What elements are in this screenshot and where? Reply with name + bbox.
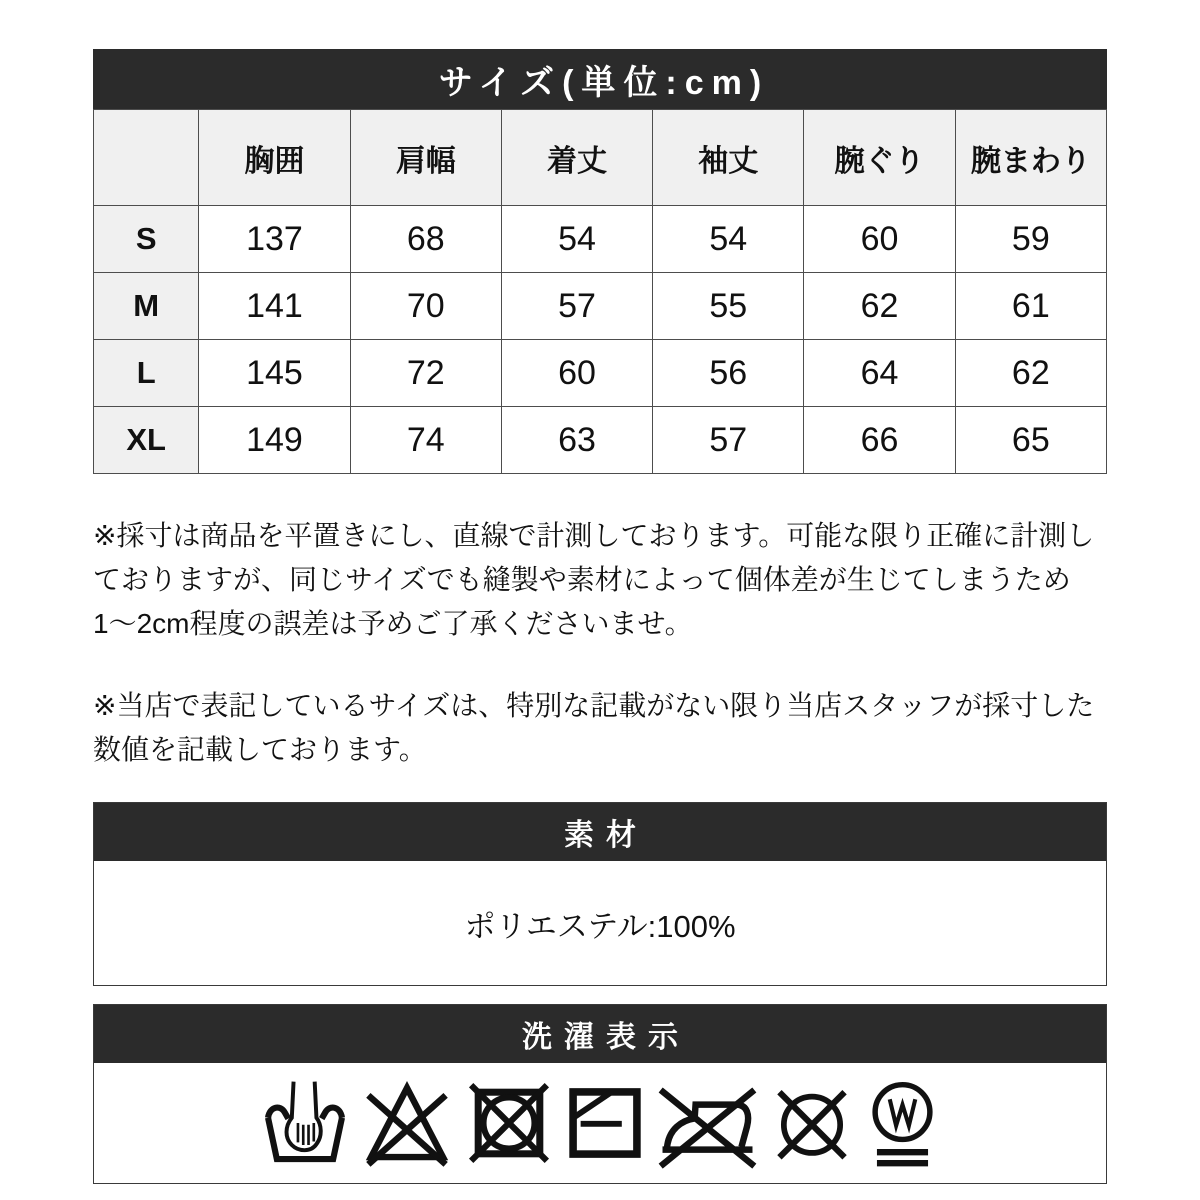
laundry-symbols-row [94, 1063, 1106, 1183]
do-not-iron-icon [657, 1077, 758, 1169]
table-row-m [94, 273, 1107, 340]
size-cell: 74 [350, 407, 501, 474]
page-content [93, 49, 1107, 1184]
hand-wash-icon [261, 1077, 349, 1169]
size-table-corner-cell [94, 110, 199, 206]
do-not-tumble-dry-icon [465, 1077, 553, 1169]
size-cell: 65 [955, 407, 1106, 474]
size-cell: 61 [955, 273, 1106, 340]
column-header-armhole: 腕ぐり [804, 110, 955, 206]
size-cell: 62 [955, 340, 1106, 407]
table-row-xl [94, 407, 1107, 474]
size-cell: 66 [804, 407, 955, 474]
material-section-title: 素材 [94, 803, 1106, 861]
table-row-l [94, 340, 1107, 407]
laundry-section-title: 洗濯表示 [94, 1005, 1106, 1063]
column-header-chest: 胸囲 [199, 110, 350, 206]
column-header-arm-circumference: 腕まわり [955, 110, 1106, 206]
size-cell: 57 [501, 273, 652, 340]
size-cell: 60 [501, 340, 652, 407]
size-cell: 64 [804, 340, 955, 407]
size-cell: 54 [653, 206, 804, 273]
size-cell: 60 [804, 206, 955, 273]
size-cell: 141 [199, 273, 350, 340]
size-row-label: XL [94, 407, 199, 474]
size-cell: 72 [350, 340, 501, 407]
laundry-section [93, 1004, 1107, 1184]
size-row-label: M [94, 273, 199, 340]
material-section [93, 802, 1107, 986]
wet-cleaning-very-gentle-icon [866, 1077, 939, 1169]
size-cell: 57 [653, 407, 804, 474]
measurement-note: ※採寸は商品を平置きにし、直線で計測しております。可能な限り正確に計測しておりますが、同じサイズでも縫製や素材によって個体差が生じてしまうため1〜2cm程度の誤差は予めご了承くださいませ。 [93, 520, 1095, 639]
size-cell: 54 [501, 206, 652, 273]
size-cell: 62 [804, 273, 955, 340]
table-row-s [94, 206, 1107, 273]
size-cell: 137 [199, 206, 350, 273]
column-header-sleeve: 袖丈 [653, 110, 804, 206]
size-cell: 59 [955, 206, 1106, 273]
material-value: ポリエステル:100% [94, 861, 1106, 985]
do-not-dry-clean-icon [768, 1077, 856, 1169]
size-table [93, 109, 1107, 474]
size-section-title: サイズ(単位:cm) [93, 49, 1107, 109]
do-not-bleach-icon [359, 1077, 455, 1169]
column-header-shoulder: 肩幅 [350, 110, 501, 206]
staff-measurement-note: ※当店で表記しているサイズは、特別な記載がない限り当店スタッフが採寸した数値を記載しております。 [93, 690, 1095, 765]
size-cell: 63 [501, 407, 652, 474]
flat-dry-in-shade-icon [563, 1077, 647, 1169]
size-row-label: L [94, 340, 199, 407]
size-table-header-row [94, 110, 1107, 206]
size-cell: 70 [350, 273, 501, 340]
column-header-length: 着丈 [501, 110, 652, 206]
size-cell: 55 [653, 273, 804, 340]
size-cell: 68 [350, 206, 501, 273]
size-row-label: S [94, 206, 199, 273]
size-cell: 149 [199, 407, 350, 474]
size-cell: 145 [199, 340, 350, 407]
size-cell: 56 [653, 340, 804, 407]
